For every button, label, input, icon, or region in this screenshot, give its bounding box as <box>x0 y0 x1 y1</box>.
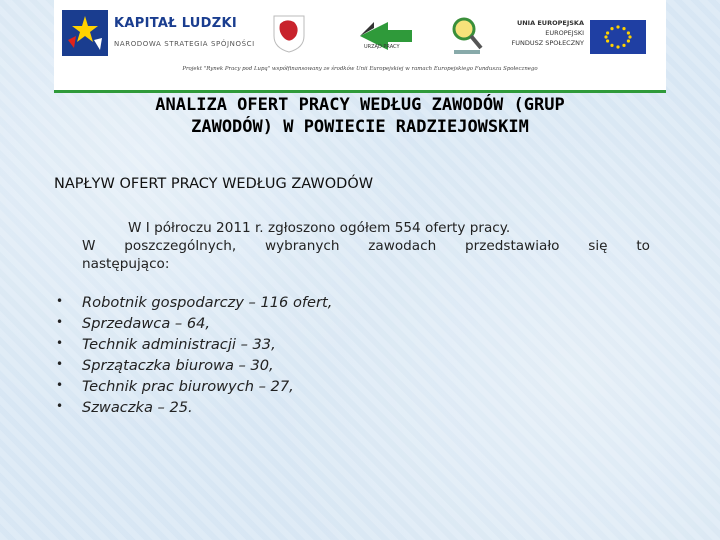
kapital-ludzki-title: KAPITAŁ LUDZKI <box>114 16 237 31</box>
occupation-text: Sprzedawca – 64, <box>82 315 211 332</box>
paragraph-line-2: W poszczególnych, wybranych zawodach przedstawiało się to <box>82 238 650 254</box>
eu-line-1: UNIA EUROPEJSKA <box>516 19 584 27</box>
paragraph-line-3: następująco: <box>82 256 170 272</box>
occupation-text: Szwaczka – 25. <box>82 399 193 416</box>
kapital-ludzki-subtitle: NARODOWA STRATEGIA SPÓJNOŚCI <box>114 40 255 48</box>
logo-banner <box>54 0 666 93</box>
project-funding-line: Projekt "Rynek Pracy pod Lupą" współfinansowany ze środków Unii Europejskiej w ramach Europejskiego Funduszu Społecznego <box>182 66 538 72</box>
eu-line-2: EUROPEJSKI <box>545 29 584 37</box>
bullet-icon: • <box>56 336 64 350</box>
title-line-1: ANALIZA OFERT PRACY WEDŁUG ZAWODÓW (GRUP <box>155 95 565 115</box>
list-item <box>56 336 332 357</box>
bullet-icon: • <box>56 378 64 392</box>
occupation-list <box>56 294 332 420</box>
paragraph-line-1: W I półroczu 2011 r. zgłoszono ogółem 554 oferty pracy. <box>128 220 511 236</box>
eu-fund-text <box>500 18 584 48</box>
bullet-icon: • <box>56 294 64 308</box>
list-item <box>56 294 332 315</box>
occupation-text: Technik administracji – 33, <box>82 336 276 353</box>
rynek-pracy-lupa-logo-icon <box>450 16 486 56</box>
bullet-icon: • <box>56 399 64 413</box>
list-item <box>56 357 332 378</box>
kapital-ludzki-logo-icon <box>62 10 108 56</box>
list-item <box>56 399 332 420</box>
eu-line-3: FUNDUSZ SPOŁECZNY <box>511 39 584 47</box>
intro-paragraph <box>82 219 650 273</box>
bullet-icon: • <box>56 357 64 371</box>
page-title <box>40 94 680 138</box>
urzad-pracy-label: URZĄD PRACY <box>364 44 400 50</box>
title-line-2: ZAWODÓW) W POWIECIE RADZIEJOWSKIM <box>191 117 529 137</box>
eu-flag-icon <box>590 20 646 54</box>
occupation-text: Sprzątaczka biurowa – 30, <box>82 357 274 374</box>
region-crest-icon <box>272 14 306 54</box>
bullet-icon: • <box>56 315 64 329</box>
occupation-text: Robotnik gospodarczy – 116 ofert, <box>82 294 333 311</box>
list-item <box>56 315 332 336</box>
occupation-text: Technik prac biurowych – 27, <box>82 378 294 395</box>
section-heading: NAPŁYW OFERT PRACY WEDŁUG ZAWODÓW <box>54 176 374 192</box>
list-item <box>56 378 332 399</box>
